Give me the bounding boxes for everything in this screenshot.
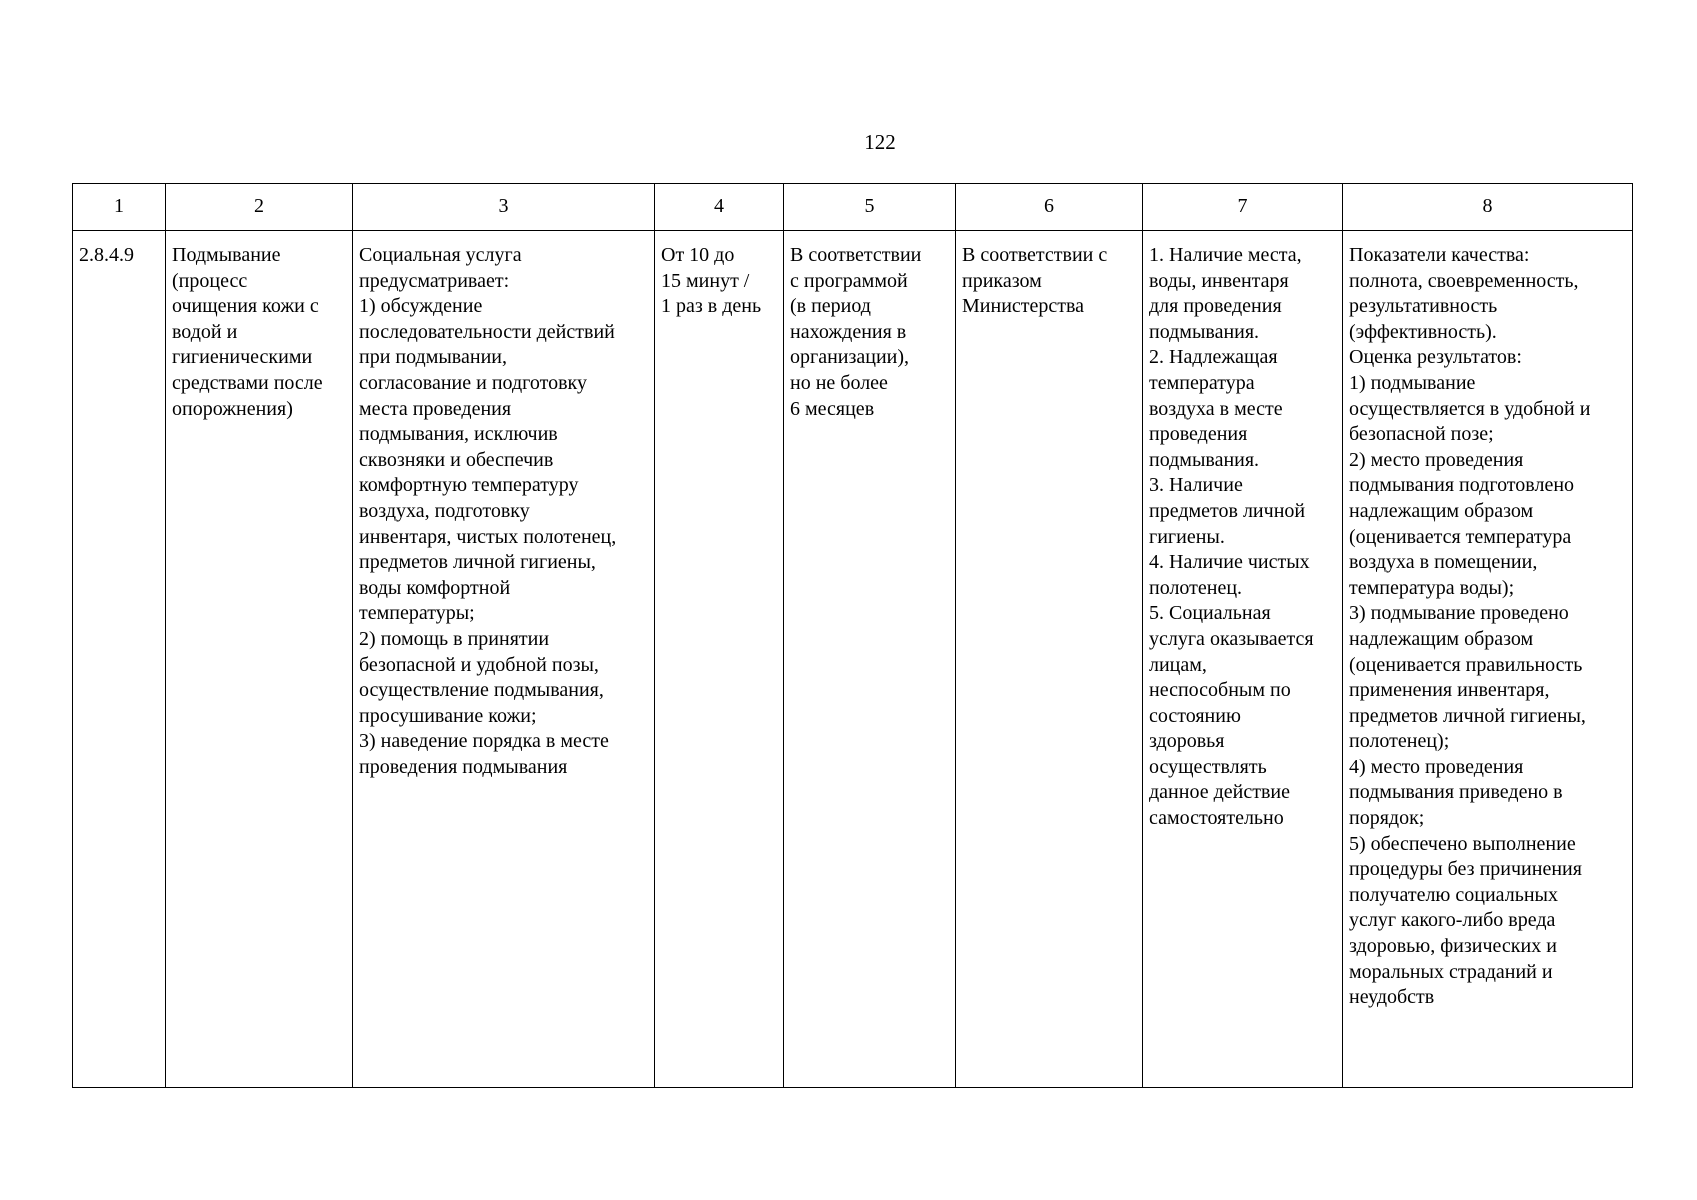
column-header: 4 [655, 184, 784, 231]
service-name-cell: Подмывание (процесс очищения кожи с водой и гигиеническими средствами после опорожнения) [166, 231, 353, 1088]
service-code-cell: 2.8.4.9 [73, 231, 166, 1088]
column-header: 8 [1343, 184, 1633, 231]
service-content-cell: Социальная услуга предусматривает: 1) обсуждение последовательности действий при подмывании, согласование и подготовку места проведения подмывания, исключив сквозняки и обеспечив комфортную температуру воздуха, подготовку инвентаря, чистых полотенец, предметов личной гигиены, воды комфортной температуры; 2) помощь в принятии безопасной и удобной позы, осуществление подмывания, просушивание кожи; 3) наведение порядка в месте проведения подмывания [353, 231, 655, 1088]
page-number: 122 [864, 130, 896, 154]
column-header: 2 [166, 184, 353, 231]
services-table [72, 183, 1633, 1088]
column-header: 5 [784, 184, 956, 231]
service-conditions-cell: 1. Наличие места, воды, инвентаря для проведения подмывания. 2. Надлежащая температура воздуха в месте проведения подмывания. 3. Наличие предметов личной гигиены. 4. Наличие чистых полотенец. 5. Социальная услуга оказывается лицам, неспособным по состоянию здоровья осуществлять данное действие самостоятельно [1143, 231, 1343, 1088]
table-header-row [73, 184, 1633, 231]
column-header: 3 [353, 184, 655, 231]
service-tariff-cell: В соответствии с приказом Министерства [956, 231, 1143, 1088]
column-header: 6 [956, 184, 1143, 231]
column-header: 7 [1143, 184, 1343, 231]
service-term-cell: В соответствии с программой (в период нахождения в организации), но не более 6 месяцев [784, 231, 956, 1088]
service-duration-cell: От 10 до 15 минут / 1 раз в день [655, 231, 784, 1088]
service-quality-cell: Показатели качества: полнота, своевременность, результативность (эффективность). Оценка результатов: 1) подмывание осуществляется в удобной и безопасной позе; 2) место проведения подмывания подготовлено надлежащим образом (оценивается температура воздуха в помещении, температура воды); 3) подмывание проведено надлежащим образом (оценивается правильность применения инвентаря, предметов личной гигиены, полотенец); 4) место проведения подмывания приведено в порядок; 5) обеспечено выполнение процедуры без причинения получателю социальных услуг какого-либо вреда здоровью, физических и моральных страданий и неудобств [1343, 231, 1633, 1088]
table-row [73, 231, 1633, 1088]
column-header: 1 [73, 184, 166, 231]
